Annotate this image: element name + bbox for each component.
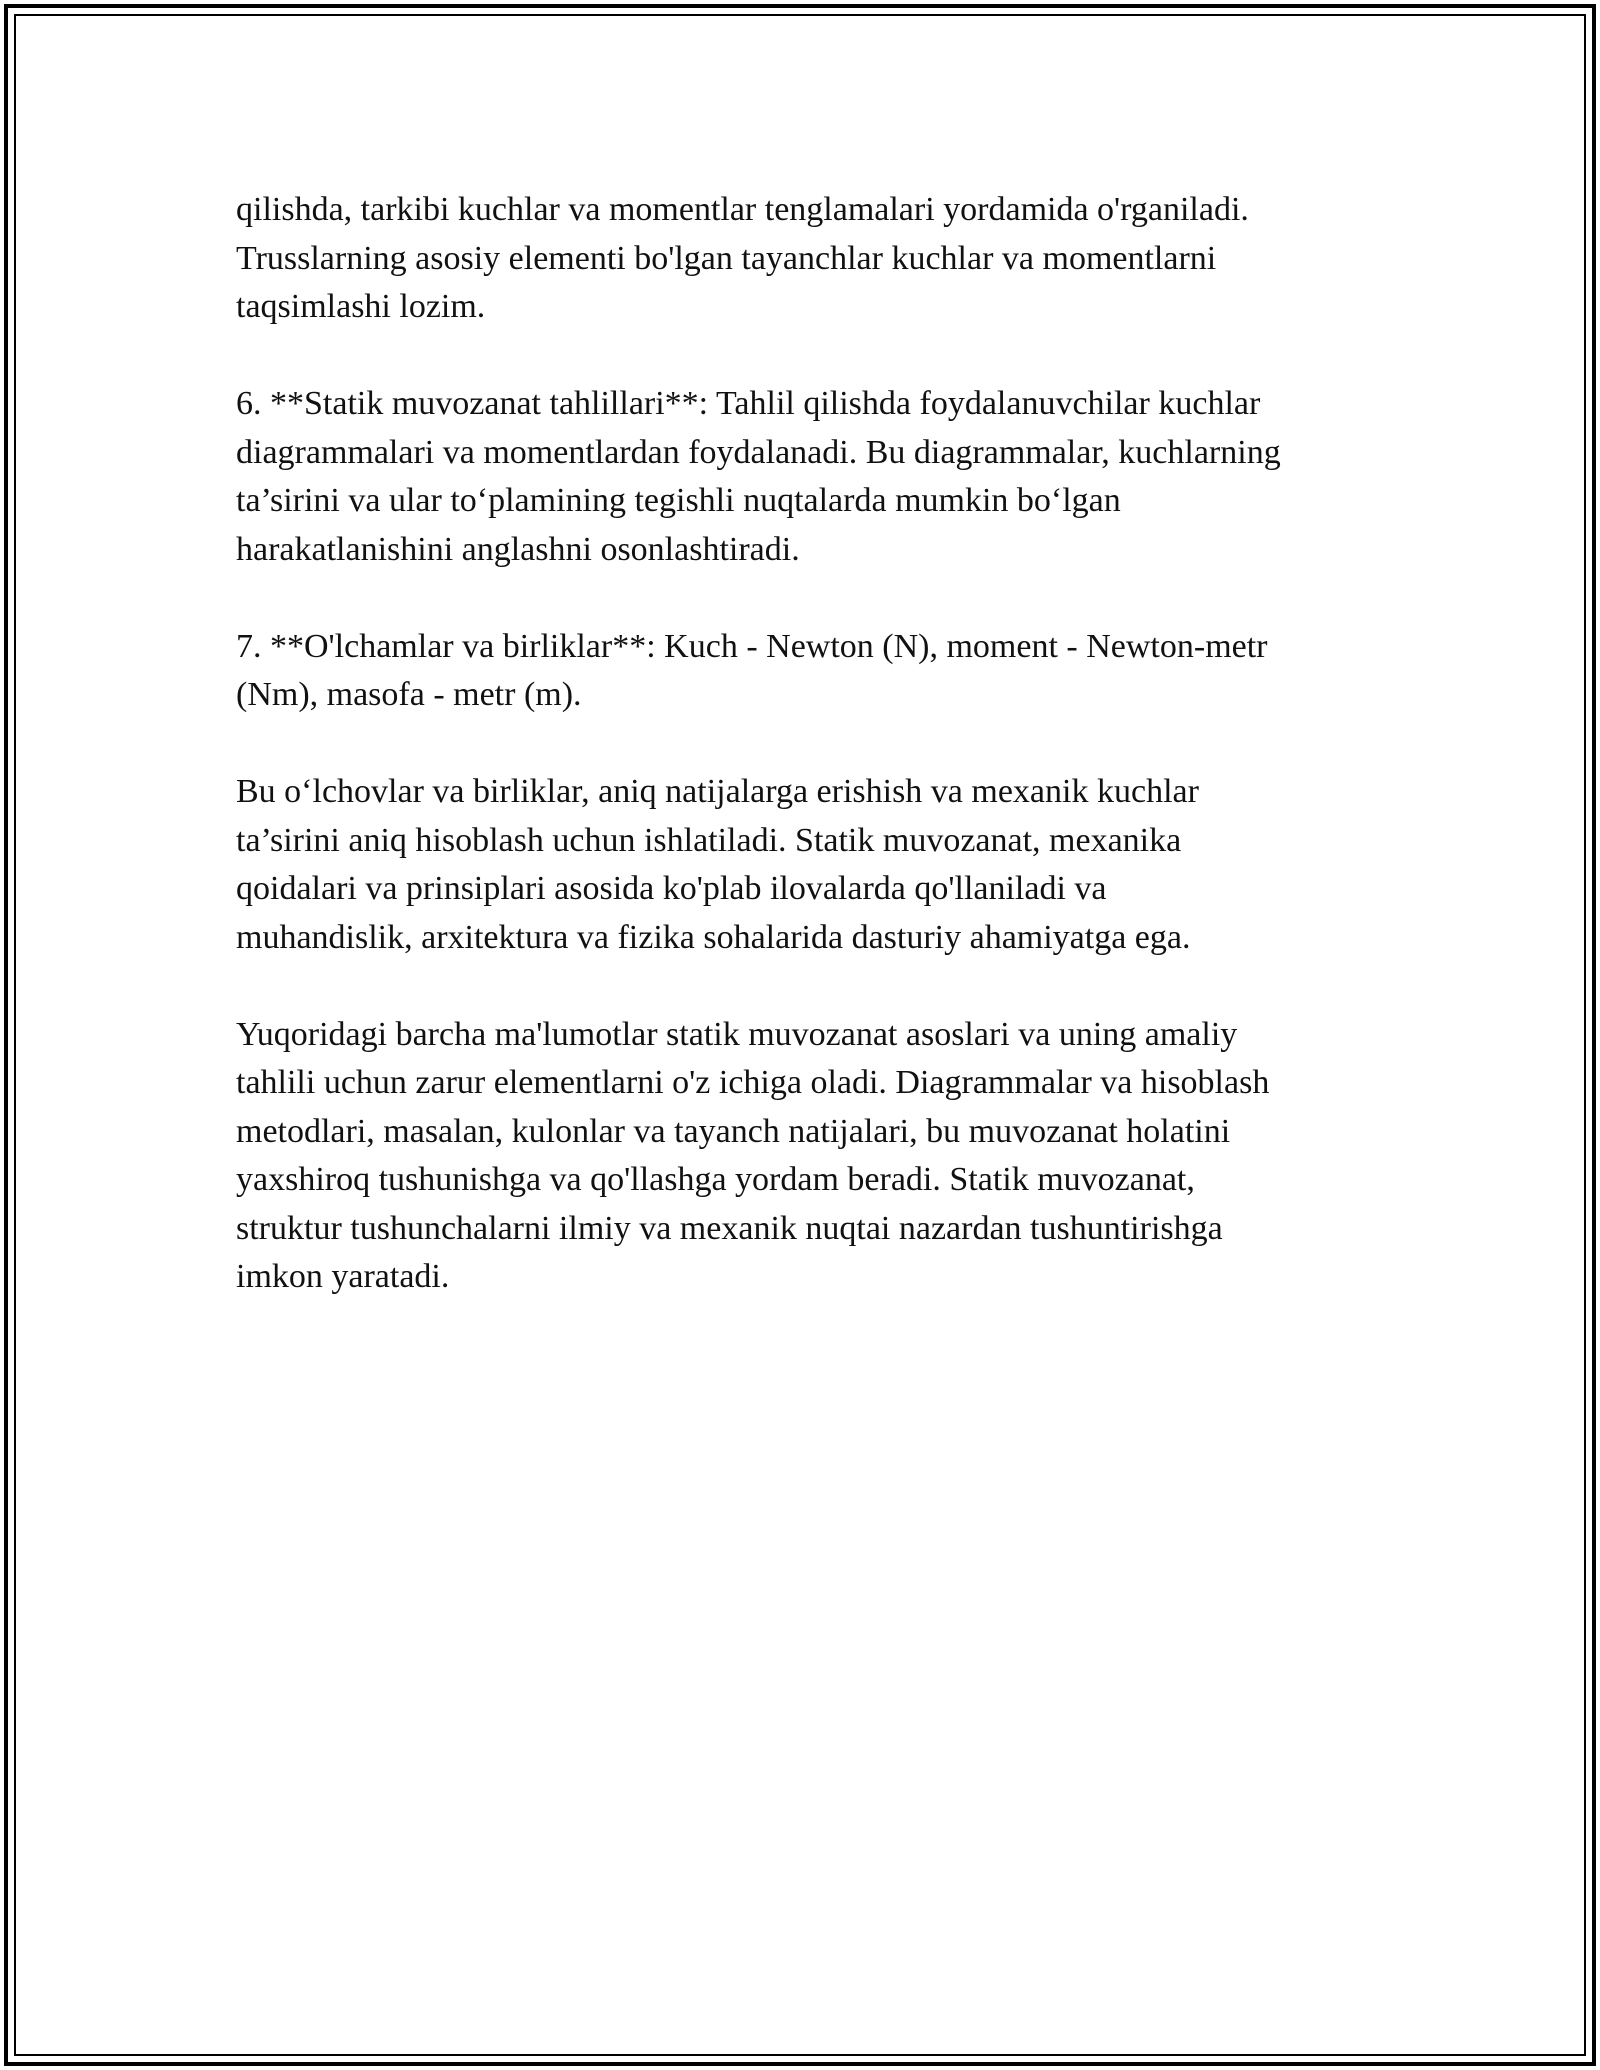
text-line: qoidalari va prinsiplari asosida ko'plab ilovalarda qo'llaniladi va — [236, 870, 1107, 907]
document-body — [236, 186, 1376, 1350]
text-line: muhandislik, arxitektura va fizika sohalarida dasturiy ahamiyatga ega. — [236, 918, 1191, 956]
text-line: Trusslarning asosiy elementi bo'lgan tayanchlar kuchlar va momentlarni — [236, 239, 1217, 277]
text-line: harakatlanishini anglashni osonlashtiradi. — [236, 530, 800, 568]
text-line: yaxshiroq tushunishga va qo'llashga yordam beradi. Statik muvozanat, — [236, 1161, 1195, 1198]
text-line: 6. **Statik muvozanat tahlillari**: Tahlil qilishda foydalanuvchilar kuchlar — [236, 385, 1261, 422]
paragraph-item-7 — [236, 623, 1376, 720]
text-line: imkon yaratadi. — [236, 1258, 450, 1295]
text-line: diagrammalari va momentlardan foydalanadi. Bu diagrammalar, kuchlarning — [236, 433, 1281, 471]
text-line: metodlari, masalan, kulonlar va tayanch natijalari, bu muvozanat holatini — [236, 1112, 1231, 1150]
paragraph-item-6 — [236, 380, 1376, 574]
text-line: ta’sirini va ular to‘plamining tegishli nuqtalarda mumkin bo‘lgan — [236, 482, 1121, 519]
text-line: ta’sirini aniq hisoblash uchun ishlatiladi. Statik muvozanat, mexanika — [236, 821, 1182, 859]
paragraph-summary — [236, 1011, 1376, 1302]
text-line: struktur tushunchalarni ilmiy va mexanik nuqtai nazardan tushuntirishga — [236, 1209, 1223, 1247]
text-line: 7. **O'lchamlar va birliklar**: Kuch - Newton (N), moment - Newton-metr — [236, 627, 1268, 665]
text-line: qilishda, tarkibi kuchlar va momentlar tenglamalari yordamida o'rganiladi. — [236, 191, 1249, 228]
paragraph-units — [236, 768, 1376, 962]
text-line: taqsimlashi lozim. — [236, 288, 486, 325]
paragraph-continuation — [236, 186, 1376, 332]
text-line: Yuqoridagi barcha ma'lumotlar statik muvozanat asoslari va uning amaliy — [236, 1015, 1238, 1053]
text-line: (Nm), masofa - metr (m). — [236, 676, 582, 713]
text-line: Bu o‘lchovlar va birliklar, aniq natijalarga erishish va mexanik kuchlar — [236, 773, 1199, 810]
text-line: tahlili uchun zarur elementlarni o'z ichiga oladi. Diagrammalar va hisoblash — [236, 1064, 1270, 1101]
